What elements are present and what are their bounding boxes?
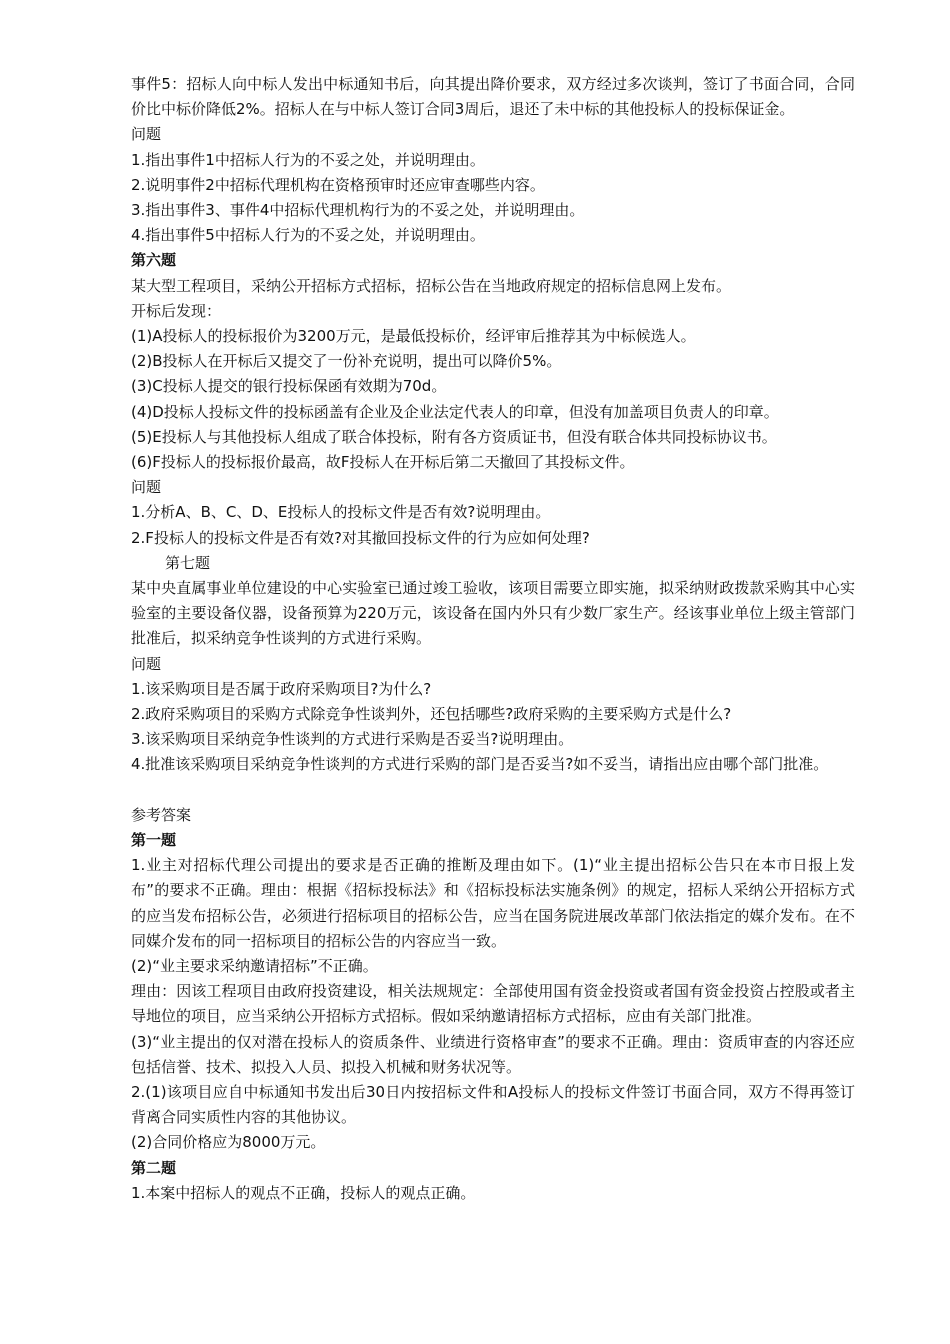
section6-intro: 某大型工程项目，采纳公开招标方式招标，招标公告在当地政府规定的招标信息网上发布。 [131,276,732,295]
question-item: 2.说明事件2中招标代理机构在资格预审时还应审查哪些内容。 [131,175,545,194]
answer-paragraph: 1.本案中招标人的观点不正确，投标人的观点正确。 [131,1183,476,1202]
question-item: 3.该采购项目采纳竞争性谈判的方式进行采购是否妥当?说明理由。 [131,730,574,749]
question-item: 2.F投标人的投标文件是否有效?对其撤回投标文件的行为应如何处理? [131,528,590,547]
event5-paragraph: 事件5：招标人向中标人发出中标通知书后，向其提出降价要求，双方经过多次谈判，签订了书面合同，合同价比中标价降低2%。招标人在与中标人签订合同3周后，退还了未中标的其他投标人的投标保证金。 [131,75,855,119]
answer-paragraph: (3)“业主提出的仅对潜在投标人的资质条件、业绩进行资格审查”的要求不正确。理由：资质审查的内容还应包括信誉、技术、拟投入人员、拟投入机械和财务状况等。 [131,1032,855,1076]
section7-intro: 某中央直属事业单位建设的中心实验室已通过竣工验收，该项目需要立即实施，拟采纳财政拨款采购其中心实验室的主要设备仪器，设备预算为220万元，该设备在国内外只有少数厂家生产。经该事业单位上级主管部门批准后，拟采纳竞争性谈判的方式进行采购。 [131,579,855,648]
spacer [131,778,855,803]
answer-paragraph: 理由：因该工程项目由政府投资建设，相关法规规定：全部使用国有资金投资或者国有资金投资占控股或者主导地位的项目，应当采纳公开招标方式招标。假如采纳邀请招标方式招标，应由有关部门批准。 [131,982,855,1026]
question-item: 1.该采购项目是否属于政府采购项目?为什么? [131,679,432,698]
questions-heading: 问题 [131,125,162,144]
finding-item: (2)B投标人在开标后又提交了一份补充说明，提出可以降价5%。 [131,352,562,371]
question-item: 2.政府采购项目的采购方式除竞争性谈判外，还包括哪些?政府采购的主要采购方式是什么? [131,705,732,724]
questions-heading: 问题 [131,654,162,673]
answer-paragraph: (2)合同价格应为8000万元。 [131,1133,326,1152]
answer-paragraph: (2)“业主要求采纳邀请招标”不正确。 [131,956,378,975]
finding-item: (3)C投标人提交的银行投标保函有效期为70d。 [131,377,447,396]
finding-item: (4)D投标人投标文件的投标函盖有企业及企业法定代表人的印章，但没有加盖项目负责人的印章。 [131,402,779,421]
question-item: 1.分析A、B、C、D、E投标人的投标文件是否有效?说明理由。 [131,503,551,522]
answer-paragraph: 2.(1)该项目应自中标通知书发出后30日内按招标文件和A投标人的投标文件签订书面合同，双方不得再签订背离合同实质性内容的其他协议。 [131,1082,855,1127]
question-item: 4.批准该采购项目采纳竞争性谈判的方式进行采购的部门是否妥当?如不妥当，请指出应由哪个部门批准。 [131,755,829,774]
question-item: 1.指出事件1中招标人行为的不妥之处，并说明理由。 [131,150,485,169]
questions-heading: 问题 [131,478,162,497]
answer-heading-2: 第二题 [131,1158,177,1177]
section-heading-6: 第六题 [131,251,177,270]
section6-found: 开标后发现： [131,301,222,320]
answer-heading-1: 第一题 [131,830,177,849]
finding-item: (6)F投标人的投标报价最高，故F投标人在开标后第二天撤回了其投标文件。 [131,453,635,472]
question-item: 4.指出事件5中招标人行为的不妥之处，并说明理由。 [131,226,485,245]
section-heading-7: 第七题 [165,553,211,572]
finding-item: (5)E投标人与其他投标人组成了联合体投标，附有各方资质证书，但没有联合体共同投标协议书。 [131,427,777,446]
finding-item: (1)A投标人的投标报价为3200万元，是最低投标价，经评审后推荐其为中标候选人。 [131,327,696,346]
answer-paragraph: 1.业主对招标代理公司提出的要求是否正确的推断及理由如下。(1)“业主提出招标公告只在本市日报上发布”的要求不正确。理由：根据《招标投标法》和《招标投标法实施条例》的规定，招标人采纳公开招标方式的应当发布招标公告，必须进行招标项目的招标公告，应当在国务院进展改革部门依法指定的媒介发布。在不同媒介发布的同一招标项目的招标公告的内容应当一致。 [131,856,855,950]
answers-title: 参考答案 [131,805,192,824]
document-body [131,72,855,1206]
question-item: 3.指出事件3、事件4中招标代理机构行为的不妥之处，并说明理由。 [131,201,585,220]
